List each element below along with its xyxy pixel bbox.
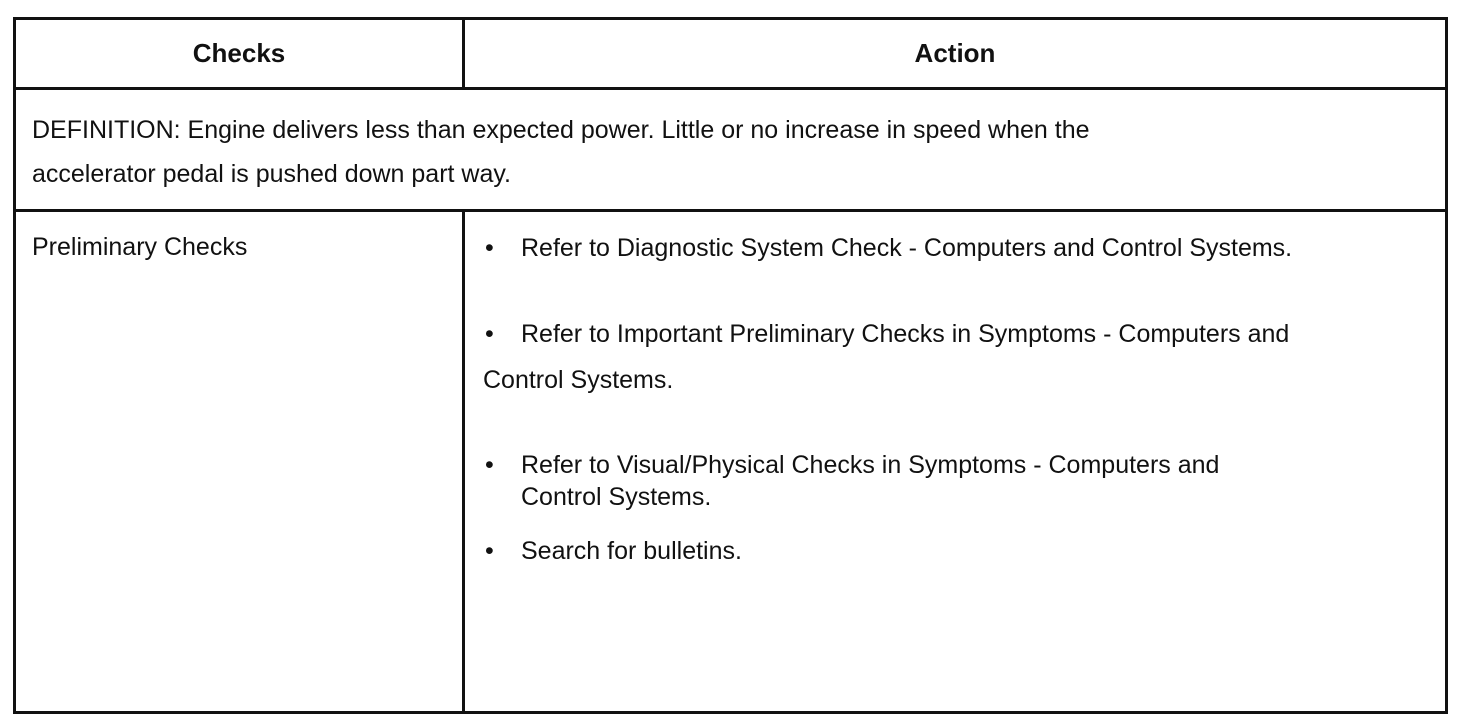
- table-header-row: [16, 20, 1445, 90]
- bullet-icon: •: [485, 537, 494, 565]
- checks-cell: [16, 212, 465, 711]
- action-column-header: Action: [914, 38, 996, 68]
- action-text-line-1: Refer to Visual/Physical Checks in Symptoms - Computers and: [521, 451, 1220, 479]
- definition-row: [16, 90, 1445, 212]
- bullet-icon: •: [485, 451, 494, 479]
- bullet-icon: •: [485, 320, 494, 348]
- action-text: [483, 311, 1425, 403]
- action-text: Refer to Diagnostic System Check - Computers and Control Systems.: [521, 234, 1293, 262]
- check-label: Preliminary Checks: [32, 233, 248, 261]
- action-text-line-2: Control Systems.: [521, 483, 712, 511]
- action-text-line-1: Refer to Important Preliminary Checks in Symptoms - Computers and: [521, 320, 1290, 348]
- definition-line-1: DEFINITION: Engine delivers less than expected power. Little or no increase in speed when the: [32, 116, 1090, 144]
- bullet-icon: •: [485, 234, 494, 262]
- table-row: [16, 212, 1445, 711]
- checks-column-header: Checks: [16, 20, 465, 87]
- action-cell: [465, 212, 1445, 711]
- action-text: Search for bulletins.: [521, 537, 742, 565]
- action-text-line-2: Control Systems.: [483, 366, 674, 394]
- action-text: [521, 448, 1425, 514]
- symptom-table: [13, 17, 1448, 714]
- definition-line-2: accelerator pedal is pushed down part way.: [32, 160, 511, 188]
